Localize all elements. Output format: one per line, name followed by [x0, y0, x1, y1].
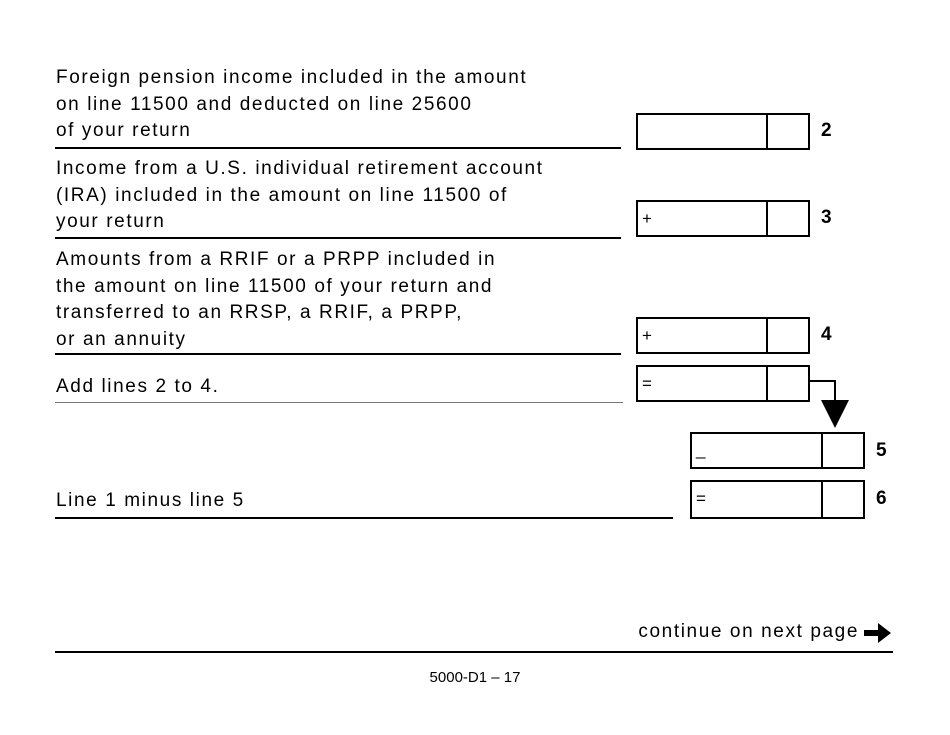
subtotal-field[interactable] [636, 365, 810, 402]
line-2-underline [55, 147, 621, 149]
line-5-amount-field[interactable] [690, 432, 865, 469]
line-3-amount-field[interactable] [636, 200, 810, 237]
plus-operator: + [642, 326, 652, 345]
line-number-3: 3 [821, 207, 832, 228]
arrow-down-icon [808, 378, 858, 430]
line-3-underline [55, 237, 621, 239]
line-4-underline [55, 353, 621, 355]
line-6-amount-field[interactable] [690, 480, 865, 519]
line-number-4: 4 [821, 324, 832, 345]
add-underline [55, 402, 623, 403]
line-6-underline [55, 517, 673, 519]
line-3-label [56, 156, 544, 236]
label-text: on line 11500 and deducted on line 25600 [56, 93, 473, 115]
continue-next-page-text: continue on next page [638, 621, 859, 642]
label-text: Amounts from a RRIF or a PRPP included in [56, 249, 497, 270]
line-number-5: 5 [876, 440, 887, 461]
label-text: Add lines 2 to 4. [56, 376, 220, 397]
line-number-6: 6 [876, 488, 887, 509]
label-text: transferred to an RRSP, a RRIF, a PRPP, [56, 302, 464, 323]
label-text: (IRA) included in the amount on line 11500 of [56, 184, 508, 206]
label-text: or an annuity [56, 328, 187, 350]
label-text: Line 1 minus line 5 [56, 490, 245, 511]
label-text: Income from a U.S. individual retirement account [56, 158, 544, 179]
equals-operator: = [696, 489, 706, 508]
label-text: the amount on line 11500 of your return and [56, 275, 494, 297]
page-number: 5000-D1 – 17 [429, 669, 521, 686]
add-lines-label [56, 374, 219, 401]
line-6-label [56, 488, 245, 515]
label-text: your return [56, 211, 166, 232]
line-4-label [56, 247, 496, 353]
line-2-label [56, 65, 527, 145]
plus-operator: + [642, 209, 652, 228]
equals-operator: = [642, 374, 652, 393]
label-text: Foreign pension income included in the amount [56, 67, 528, 88]
line-2-amount-field[interactable] [636, 113, 810, 150]
arrow-right-icon [864, 622, 892, 644]
footer-rule [55, 651, 893, 653]
label-text: of your return [56, 120, 192, 141]
line-number-2: 2 [821, 120, 832, 141]
line-4-amount-field[interactable] [636, 317, 810, 354]
minus-operator: _ [696, 440, 706, 459]
